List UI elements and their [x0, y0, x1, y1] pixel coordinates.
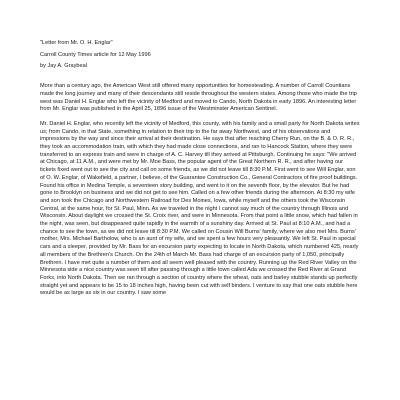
article-source: Carroll County Times article for 12 May 1996	[40, 51, 151, 58]
article-title: "Letter from Mr. O. H. Englar"	[40, 40, 113, 46]
article-column	[40, 40, 360, 298]
article-byline: by Jay A. Graybeal	[40, 63, 87, 70]
article-paragraph-letter: Mr. Daniel H. Englar, who recently left the vicinity of Medford, this county, with his family and a small party for North Dakota writes us; from Cando, in that State, something in relation to their trip to the far away Northwest, and of his observations and impressions by the way and since their arrival at their destination. He says that after reaching Cherry Run, on the B. & O. R. R., they took an accommodation train, with which they had made close connections, and ran to Hancock Station, where they were transferred to an express train and were in charge of A. C. Harvey till they arrived at Pittsburgh. Continuing he says: "We arrived at Chicago, at 11 A.M., and were met by Mr. Moe Bass, the popular agent of the Great Northern R. R., and after having our tickets fixed went out to see the city and call on some friends, as we did not leave till 8:30 P.M. First went to see Will Englar, son of O. W. Englar, of Wakefield, a partner, I believe, of the Guarantee Construction Co., General Contractors of fire proof buildings. Found his office in Medina Temple, a seventeen story building, and went to it on the seventh floor, by the elevator. But he had gone to Brooklyn on business and we did not get to see him. Called on a few other friends during the afternoon. At 8:30 my wife and son took the Chicago and Northwestern Railroad for Des Moines, Iowa, while myself and the others took the Wisconsin Central, at the same hour, for St. Paul, Minn. As we traveled in the night I cannot say much of the country through Illinois and Wisconsin. About daylight we crossed the St. Croix river, and were in Minnesota. From that point a little snow, which had fallen in the night, was seen, but disappeared quite rapidly in the warmth of a sunshiny day. Arrived at St. Paul at 8:10 A.M., and had a chance to see the town, as we did not leave till 8:30 P.M. We called on Cousin Will Burns' family, where we also met Mrs. Burns' mother, Mrs. Michael Bartholow, who is an aunt of my wife, and we spent a few hours very pleasantly. We left St. Paul in special cars and a sleeper, provided by Mr. Bass for an excursion party expecting to locate in North Dakota, which numbered 425, nearly all members of the Brethren's Church. On the 24th of March Mr. Bass had charge of an excursion party of 1,050, principally Brethren. I have met quite a number of them and all seem well pleased with the country. Running up the Red River Valley on the Minnesota side a nice country was seen till after passing through a little town called Ada we crossed the Red River at Grand Forks, into North Dakota. Then we ran through a section of country where the wheat, oats and barley stubble stands up perfectly straight yet and appears to be 15 to 18 inches high, having been cut with self binders. I venture to say that one oats stubble here would be as large as six in our country. I saw some	[40, 120, 360, 297]
article-paragraph-intro: More than a century ago, the American West still offered many opportunities for homesteading. A number of Carroll Countians made the long journey and many of their descendants still reside throughout the western states. Among those who made the trip west was Daniel H. Englar who left the vicinity of Medford and moved to Cando, North Dakota in early 1896. An interesting letter from Mr. Englar was published in the April 25, 1896 issue of the Westminster American Sentinel.	[40, 83, 357, 113]
